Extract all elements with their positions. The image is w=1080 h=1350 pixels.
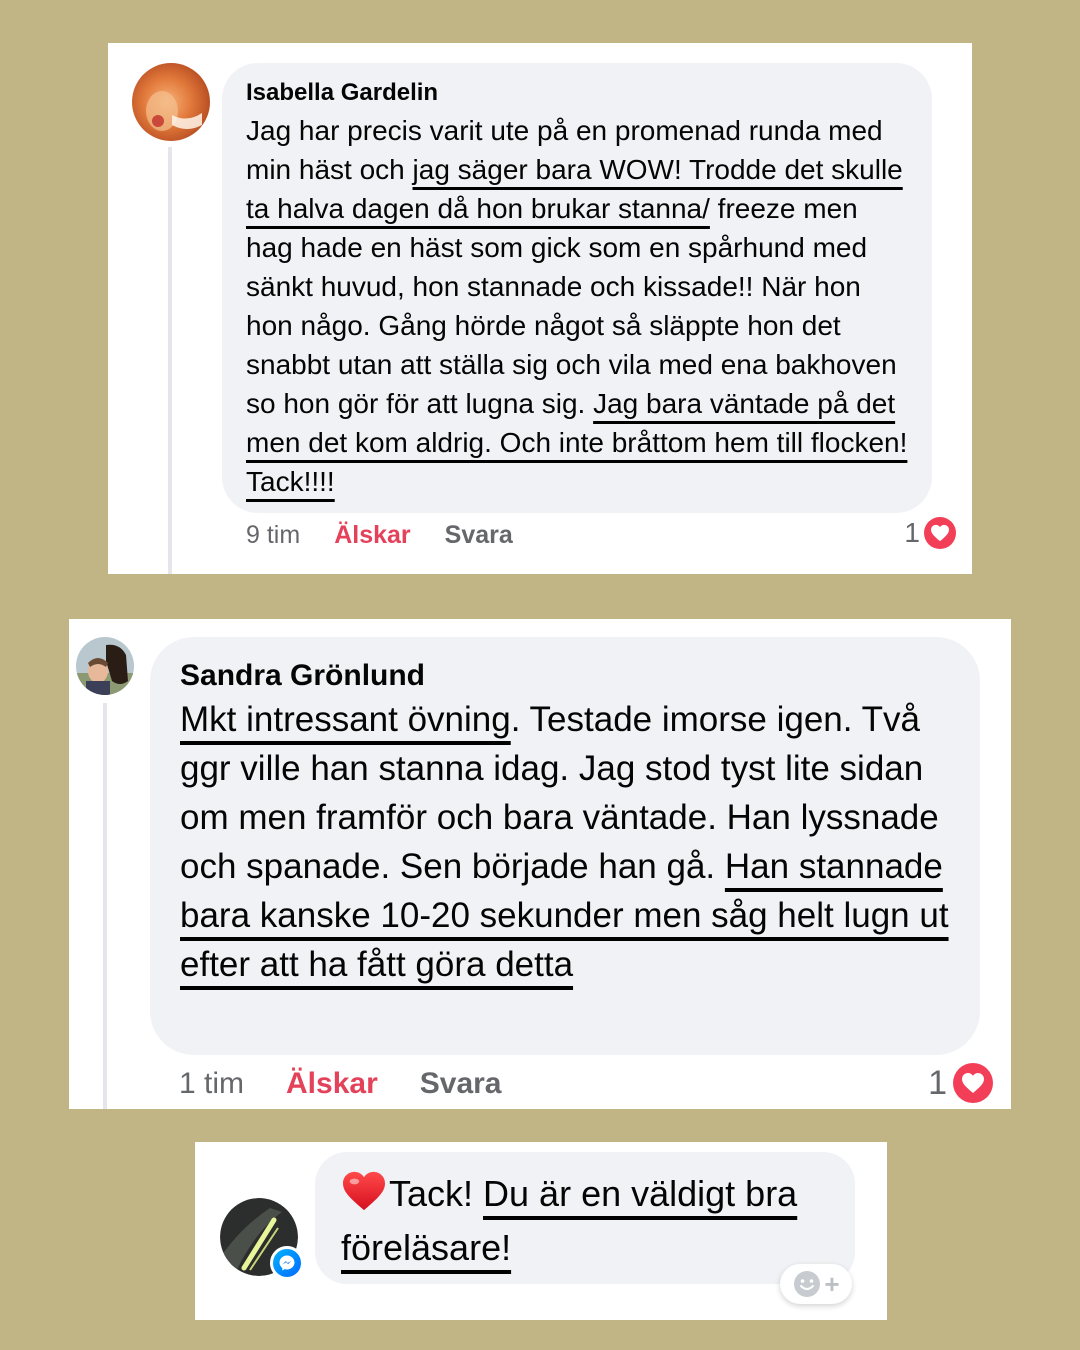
reaction-summary[interactable] — [904, 517, 956, 549]
author-name[interactable]: Isabella Gardelin — [246, 79, 439, 106]
timestamp[interactable]: 1 tim — [179, 1067, 245, 1100]
add-reaction-icon[interactable]: + — [780, 1264, 852, 1304]
comment-actions — [179, 1067, 544, 1101]
reaction-count: 1 — [904, 517, 920, 548]
love-button[interactable]: Älskar — [286, 1067, 378, 1100]
message-card — [195, 1142, 887, 1320]
reply-button[interactable]: Svara — [419, 1067, 502, 1100]
avatar[interactable] — [132, 63, 210, 141]
avatar[interactable] — [220, 1198, 298, 1276]
thread-line — [168, 147, 172, 574]
comment-actions — [246, 521, 547, 550]
reaction-summary[interactable] — [928, 1063, 993, 1103]
messenger-badge-icon — [270, 1246, 304, 1280]
heart-reaction-icon — [953, 1063, 993, 1103]
message-text: Tack! Du är en väldigt bra föreläsare! — [341, 1170, 829, 1272]
thread-line — [103, 703, 107, 1109]
comment-bubble — [222, 63, 932, 513]
comment-card-2 — [69, 619, 1011, 1109]
heart-reaction-icon — [924, 517, 956, 549]
red-heart-emoji-icon — [341, 1170, 387, 1224]
timestamp[interactable]: 9 tim — [246, 521, 301, 549]
reaction-count: 1 — [928, 1063, 947, 1102]
love-button[interactable]: Älskar — [334, 521, 411, 549]
comment-bubble — [150, 637, 980, 1055]
author-name[interactable]: Sandra Grönlund — [180, 659, 426, 692]
avatar[interactable] — [76, 637, 134, 695]
comment-text: Jag har precis varit ute på en promenad runda med min häst och jag säger bara WOW! Trodde det skulle ta halva dagen då hon brukar stanna/ freeze men hag hade en häst som gick som en spårhund med sänkt huvud, hon stannade och kissade!! När hon hon någo. Gång hörde något så släppte hon det snabbt utan att ställa sig och vila med ena bakhoven so hon gör för att lugna sig. Jag bara väntade på det men det kom aldrig. Och inte bråttom hem till flocken! Tack!!!! — [246, 115, 908, 497]
message-bubble — [315, 1152, 855, 1284]
comment-text: Mkt intressant övning. Testade imorse igen. Två ggr ville han stanna idag. Jag stod tyst lite sidan om men framför och bara väntade. Han lyssnade och spanade. Sen började han gå. Han stannade bara kanske 10-20 sekunder men såg helt lugn ut efter att ha fått göra detta — [180, 700, 949, 984]
comment-card-1 — [108, 43, 972, 574]
reply-button[interactable]: Svara — [444, 521, 513, 549]
